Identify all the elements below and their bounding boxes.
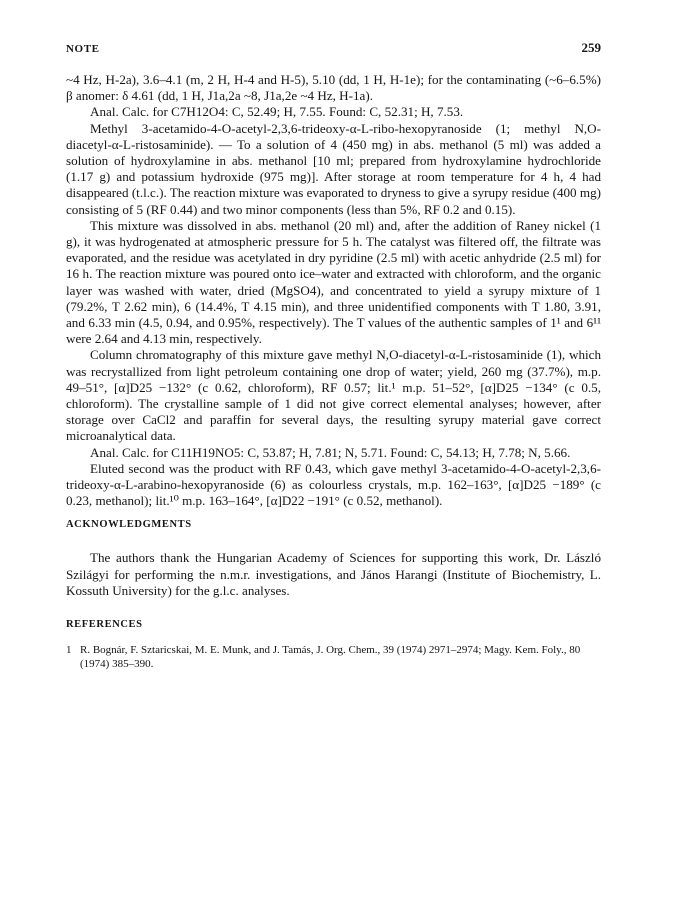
reference-text: R. Bognár, F. Sztaricskai, M. E. Munk, and J. Tamás, J. Org. Chem., 39 (1974) 2971–2974; Magy. Kem. Foly., 80 (1974) 385–390. [80,644,581,670]
paragraph-analysis-1: Anal. Calc. for C7H12O4: C, 52.49; H, 7.55. Found: C, 52.31; H, 7.53. [90,104,464,120]
paragraph-analysis-2: Anal. Calc. for C11H19NO5: C, 53.87; H, 7.81; N, 5.71. Found: C, 54.13; H, 7.78; N, 5.66. [90,444,571,460]
reference-item [66,644,601,671]
paragraph-nmr-continued: ~4 Hz, H-2a), 3.6–4.1 (m, 2 H, H-4 and H-5), 5.10 (dd, 1 H, H-1e); for the contaminating (~6–6.5%) β anomer: δ 4.61 (dd, 1 H, J1a,2a ~8, J1a,2e ~4 Hz, H-1a). [66,72,601,104]
paragraph-methyl-ristosaminide: Methyl 3-acetamido-4-O-acetyl-2,3,6-trideoxy-α-L-ribo-hexopyranoside (1; methyl N,O-diacetyl-α-L-ristosaminide). — To a solution of 4 (450 mg) in abs. methanol (5 ml) was added a solution of hydroxylamine in abs. methanol [10 ml; prepared from hydroxylamine hydrochloride (1.17 g) and potassium hydroxide (975 mg)]. After storage at room temperature for 4 h, 4 had disappeared (t.l.c.). The reaction mixture was evaporated to dryness to give a syrupy residue (400 mg) consisting of 5 (RF 0.44) and two minor components (less than 5%, RF 0.2 and 0.15). [66,120,601,217]
acknowledgments-heading: ACKNOWLEDGMENTS [66,519,192,531]
body-text [66,72,601,509]
page [66,40,601,671]
reference-number: 1 [66,644,72,657]
paragraph-column-chromatography: Column chromatography of this mixture gave methyl N,O-diacetyl-α-L-ristosaminide (1), which was recrystallized from light petroleum containing one drop of water; yield, 260 mg (37.7%), m.p. 49–51°, [α]D25 −132° (c 0.62, chloroform), RF 0.57; lit.¹ m.p. 51–52°, [α]D25 −134° (c 0.5, chloroform). The crystalline sample of 1 did not give correct elemental analyses; however, after storage over CaCl2 and paraffin for several days, the resulting syrupy material gave correct microanalytical data. [66,347,601,444]
running-head [66,40,601,62]
acknowledgments-text: The authors thank the Hungarian Academy of Sciences for supporting this work, Dr. László Szilágyi for performing the n.m.r. investigations, and János Harangi (Institute of Biochemistry, L. Kossuth University) for the g.l.c. analyses. [66,550,601,598]
paragraph-hydrogenation: This mixture was dissolved in abs. methanol (20 ml) and, after the addition of Raney nickel (1 g), it was hydrogenated at atmospheric pressure for 5 h. The catalyst was filtered off, the filtrate was evaporated, and the residue was acetylated in dry pyridine (2.5 ml) with acetic anhydride (2.5 ml) for 16 h. The reaction mixture was poured onto ice–water and extracted with chloroform, and the organic layer was washed with water, dried (MgSO4), and concentrated to yield a syrupy mixture of 1 (79.2%, T 2.62 min), 6 (14.4%, T 4.15 min), and three unidentified components with T 1.80, 3.91, and 6.33 min (4.5, 0.94, and 0.95%, respectively). The T values of the authentic samples of 1¹ and 6¹¹ were 2.64 and 4.13 min, respectively. [66,217,601,347]
paragraph-eluted-second: Eluted second was the product with RF 0.43, which gave methyl 3-acetamido-4-O-acetyl-2,3,6-trideoxy-α-L-arabino-hexopyranoside (6) as colourless crystals, m.p. 162–163°, [α]D25 −189° (c 0.23, methanol); lit.¹⁰ m.p. 163–164°, [α]D22 −191° (c 0.52, methanol). [66,460,601,509]
page-number: 259 [581,40,601,55]
running-head-left: NOTE [66,43,100,55]
references-heading: REFERENCES [66,619,143,631]
